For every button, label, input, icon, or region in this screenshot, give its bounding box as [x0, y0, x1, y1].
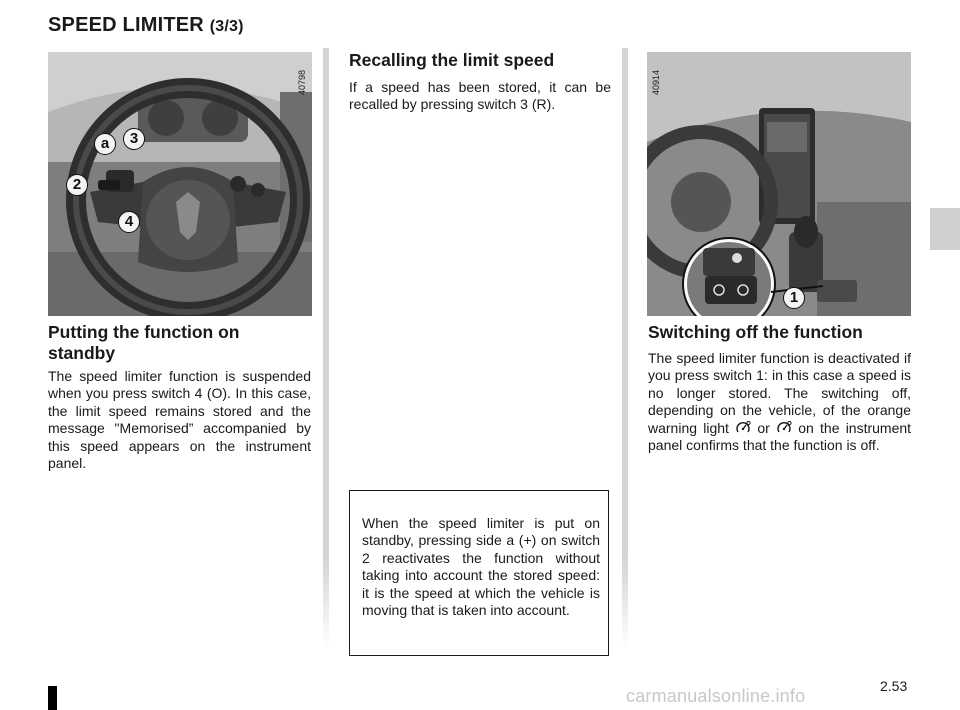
left-photo-code: 40798 — [297, 69, 307, 95]
switch-off-text-or: or — [757, 419, 770, 436]
speed-limiter-warning-icon-alt — [776, 420, 792, 436]
callout-2: 2 — [66, 174, 88, 196]
speed-limiter-warning-icon — [735, 420, 751, 436]
page-title-suffix: (3/3) — [209, 18, 244, 35]
note-box — [349, 490, 609, 656]
recall-heading: Recalling the limit speed — [349, 50, 555, 70]
callout-4: 4 — [118, 211, 140, 233]
dashboard-photo — [647, 52, 911, 316]
footer-bar — [48, 686, 57, 710]
callout-3: 3 — [123, 128, 145, 150]
standby-body: The speed limiter function is suspended when you press switch 4 (O). In this case, the limit speed remains stored and the message "Memorised” accompanied by this speed appears on the instrument panel. — [48, 368, 311, 472]
section-tab — [930, 208, 960, 250]
switch-off-body — [648, 350, 911, 454]
callout-1: 1 — [783, 287, 805, 309]
page-number: 2.53 — [880, 678, 908, 694]
right-photo-code: 40914 — [651, 69, 661, 95]
column-divider-left — [323, 48, 329, 648]
switch-off-text-2: on the instrument panel confirms that the function is off. — [648, 419, 912, 454]
recall-body: If a speed has been stored, it can be recalled by pressing switch 3 (R). — [349, 79, 611, 113]
page-title — [48, 14, 244, 37]
column-divider-right — [622, 48, 628, 648]
standby-heading: Putting the function on standby — [48, 322, 240, 363]
note-text: When the speed limiter is put on standby, pressing side a (+) on switch 2 reactivates the function without taking into account the stored speed: it is the speed at which the vehicle is moving that is taken into account. — [362, 515, 600, 619]
switch-off-heading: Switching off the function — [648, 322, 863, 342]
callout-a: a — [94, 133, 116, 155]
watermark: carmanualsonline.info — [626, 686, 806, 706]
switch-off-text-1: The speed limiter function is deactivated if you press switch 1: in this case a speed is no longer stored. The switching off, depending on the vehicle, of the orange warning light — [648, 350, 911, 436]
page-title-main: SPEED LIMITER — [48, 14, 204, 36]
